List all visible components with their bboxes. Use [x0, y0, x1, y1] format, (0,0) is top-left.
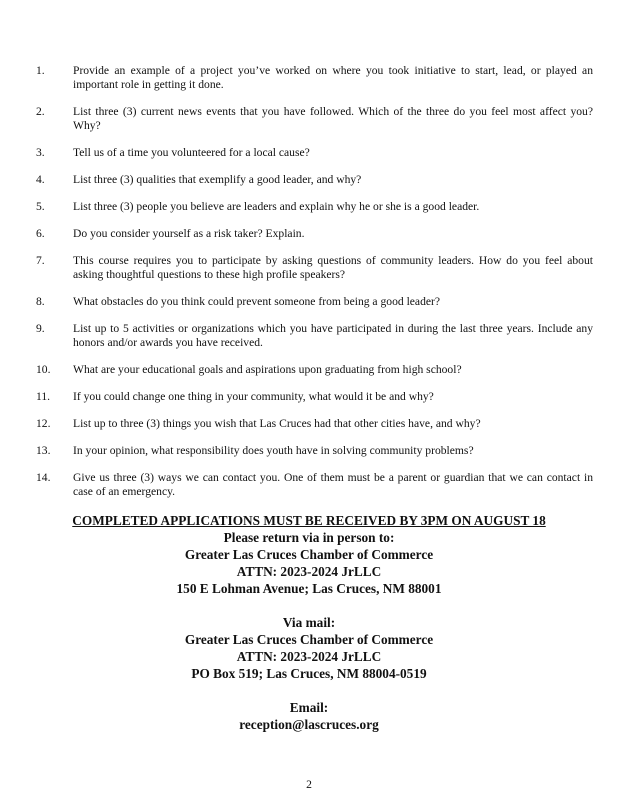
email-heading: Email: — [289, 700, 329, 715]
mail-org: Greater Las Cruces Chamber of Commerce — [184, 632, 434, 647]
question-item — [36, 295, 596, 309]
question-text: Provide an example of a project you’ve worked on where you took initiative to start, lead, or played an important role in getting it done. — [73, 64, 593, 91]
question-number: 12. — [36, 417, 51, 430]
question-number: 3. — [36, 146, 45, 159]
question-number: 14. — [36, 471, 51, 484]
question-item — [36, 417, 596, 431]
question-item — [36, 322, 596, 350]
question-text: List three (3) qualities that exemplify a good leader, and why? — [73, 173, 362, 186]
in-person-heading: Please return via in person to: — [223, 530, 395, 545]
mail-address: PO Box 519; Las Cruces, NM 88004-0519 — [191, 666, 427, 681]
question-text: Tell us of a time you volunteered for a local cause? — [73, 146, 310, 159]
mail-heading: Via mail: — [282, 615, 336, 630]
in-person-address: 150 E Lohman Avenue; Las Cruces, NM 88001 — [176, 581, 442, 596]
question-item — [36, 64, 596, 92]
question-item — [36, 363, 596, 377]
question-text: This course requires you to participate by asking questions of community leaders. How do you feel about asking thoughtful questions to these high profile speakers? — [73, 254, 593, 281]
question-item — [36, 146, 596, 160]
question-item — [36, 444, 596, 458]
question-text: Give us three (3) ways we can contact you. One of them must be a parent or guardian that we can contact in case of an emergency. — [73, 471, 593, 498]
question-list — [36, 64, 596, 512]
question-text: List three (3) people you believe are leaders and explain why he or she is a good leader. — [73, 200, 480, 213]
question-number: 4. — [36, 173, 45, 186]
question-text: What obstacles do you think could prevent someone from being a good leader? — [73, 295, 441, 308]
question-item — [36, 105, 596, 133]
question-item — [36, 254, 596, 282]
in-person-attn: ATTN: 2023-2024 JrLLC — [236, 564, 382, 579]
question-text: What are your educational goals and aspirations upon graduating from high school? — [73, 363, 462, 376]
question-number: 10. — [36, 363, 51, 376]
question-item — [36, 173, 596, 187]
submission-instructions — [0, 512, 618, 733]
question-number: 5. — [36, 200, 45, 213]
question-number: 9. — [36, 322, 45, 335]
question-number: 11. — [36, 390, 51, 403]
question-item — [36, 200, 596, 214]
page-number: 2 — [306, 778, 312, 791]
question-text: List three (3) current news events that you have followed. Which of the three do you feel most affect you? Why? — [73, 105, 593, 132]
question-text: In your opinion, what responsibility does youth have in solving community problems? — [73, 444, 474, 457]
question-item — [36, 227, 596, 241]
question-text: List up to three (3) things you wish that Las Cruces had that other cities have, and why? — [73, 417, 481, 430]
question-item — [36, 471, 596, 499]
question-text: Do you consider yourself as a risk taker? Explain. — [73, 227, 305, 240]
question-number: 7. — [36, 254, 45, 267]
question-number: 2. — [36, 105, 45, 118]
question-number: 1. — [36, 64, 45, 77]
in-person-org: Greater Las Cruces Chamber of Commerce — [184, 547, 434, 562]
email-address[interactable]: reception@lascruces.org — [239, 717, 379, 732]
question-number: 13. — [36, 444, 51, 457]
mail-attn: ATTN: 2023-2024 JrLLC — [236, 649, 382, 664]
question-text: If you could change one thing in your community, what would it be and why? — [73, 390, 434, 403]
deadline-notice: COMPLETED APPLICATIONS MUST BE RECEIVED BY 3PM ON AUGUST 18 — [72, 513, 546, 528]
question-item — [36, 390, 596, 404]
question-text: List up to 5 activities or organizations which you have participated in during the last three years. Include any honors and/or awards you have received. — [73, 322, 593, 349]
question-number: 8. — [36, 295, 45, 308]
question-number: 6. — [36, 227, 45, 240]
